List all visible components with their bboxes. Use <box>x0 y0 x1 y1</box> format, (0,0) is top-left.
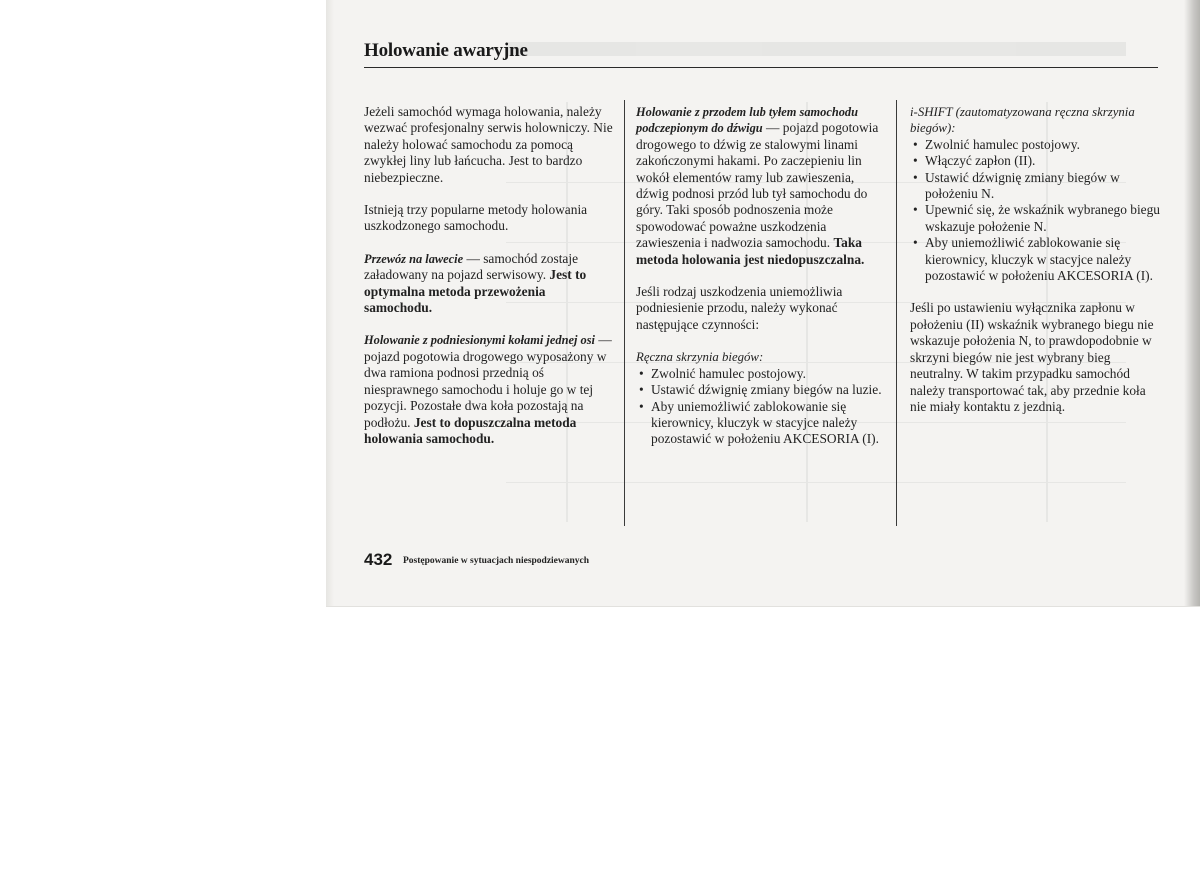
sling-paragraph <box>636 104 888 268</box>
intro-paragraph: Jeżeli samochód wymaga holowania, należy wezwać profesjonalny serwis holowniczy. Nie należy holować samochodu za pomocą zwykłej liny lub łańcucha. Jest to bardzo niebezpieczne. <box>364 104 613 185</box>
bullet-icon: • <box>913 136 918 152</box>
list-item-text: Aby uniemożliwić zablokowanie się kierownicy, kluczyk w stacyjce należy pozostawić w położeniu AKCESORIA (I). <box>651 398 879 447</box>
wheel-lift-paragraph <box>364 332 614 447</box>
ishift-heading: i-SHIFT (zautomatyzowana ręczna skrzynia biegów): <box>910 105 1135 136</box>
list-item <box>636 382 888 398</box>
bullet-icon: • <box>639 382 644 398</box>
ishift-list <box>910 137 1162 285</box>
column-1 <box>364 104 614 463</box>
sling-text: — pojazd pogotowia drogowego to dźwig ze stalowymi linami zakończonymi hakami. Po zaczepieniu lin wokół elementów ramy lub zawieszenia, dźwig podnosi przód lub tył samochodu do góry. Taki sposób podnoszenia może spowodować poważne uszkodzenia zawieszenia i nadwozia samochodu. <box>636 120 879 251</box>
wheel-lift-heading: Holowanie z podniesionymi kołami jednej osi <box>364 333 595 348</box>
column-divider-1 <box>624 100 625 526</box>
list-item-text: Zwolnić hamulec postojowy. <box>925 136 1080 152</box>
bullet-icon: • <box>639 398 644 414</box>
manual-gearbox-heading: Ręczna skrzynia biegów: <box>636 350 764 365</box>
flatbed-note: Jest to optymalna metoda przewożenia samochodu. <box>364 267 587 316</box>
column-divider-2 <box>896 100 897 526</box>
page-gutter-shadow <box>326 0 334 606</box>
list-item-text: Ustawić dźwignię zmiany biegów w położeniu N. <box>925 169 1120 202</box>
list-item <box>636 399 888 448</box>
manual-gearbox-list <box>636 366 888 448</box>
bullet-icon: • <box>913 235 918 251</box>
bullet-icon: • <box>913 169 918 185</box>
manual-page <box>326 0 1200 607</box>
neutral-paragraph: Jeśli po ustawieniu wyłącznika zapłonu w położeniu (II) wskaźnik wybranego biegu nie wskazuje położenia N, to prawdopodobnie w skrzyni biegów nie jest wybrany bieg neutralny. W takim przypadku samochód należy transportować tak, aby przednie koła nie miały kontaktu z jezdnią. <box>910 300 1154 414</box>
list-item-text: Włączyć zapłon (II). <box>925 153 1036 169</box>
list-item <box>910 137 1162 153</box>
list-item <box>910 153 1162 169</box>
page-title: Holowanie awaryjne <box>364 40 528 61</box>
column-3 <box>910 104 1162 431</box>
bullet-icon: • <box>913 153 918 169</box>
methods-paragraph: Istnieją trzy popularne metody holowania uszkodzonego samochodu. <box>364 202 588 234</box>
list-item <box>910 235 1162 284</box>
list-item-text: Aby uniemożliwić zablokowanie się kierownicy, kluczyk w stacyjce należy pozostawić w położeniu AKCESORIA (I). <box>925 235 1153 284</box>
list-item <box>910 202 1162 235</box>
wheel-lift-text: — pojazd pogotowia drogowego wyposażony w dwa ramiona podnosi przednią oś niesprawnego samochodu i holuje go w tej pozycji. Pozostałe dwa koła pozostają na podłożu. <box>364 332 612 430</box>
page-right-edge <box>1184 0 1200 606</box>
wheel-lift-note: Jest to dopuszczalna metoda holowania samochodu. <box>364 414 577 446</box>
sling-note: Taka metoda holowania jest niedopuszczalna. <box>636 235 865 267</box>
front-damage-paragraph: Jeśli rodzaj uszkodzenia uniemożliwia podniesienie przodu, należy wykonać następujące czynności: <box>636 284 843 332</box>
page-number: 432 <box>364 550 393 569</box>
title-rule <box>364 67 1158 68</box>
column-2 <box>636 104 888 448</box>
list-item <box>910 170 1162 203</box>
list-item-text: Zwolnić hamulec postojowy. <box>651 365 806 381</box>
flatbed-text: — samochód zostaje załadowany na pojazd serwisowy. <box>364 250 579 283</box>
list-item-text: Ustawić dźwignię zmiany biegów na luzie. <box>651 382 882 398</box>
flatbed-paragraph <box>364 251 614 317</box>
list-item-text: Upewnić się, że wskaźnik wybranego biegu wskazuje położenie N. <box>925 202 1161 234</box>
bullet-icon: • <box>639 365 644 381</box>
section-title: Postępowanie w sytuacjach niespodziewanych <box>403 556 590 566</box>
list-item <box>636 366 888 382</box>
sling-heading: Holowanie z przodem lub tyłem samochodu podczepionym do dźwigu <box>636 105 859 136</box>
flatbed-heading: Przewóz na lawecie <box>364 251 464 266</box>
bullet-icon: • <box>913 202 918 218</box>
